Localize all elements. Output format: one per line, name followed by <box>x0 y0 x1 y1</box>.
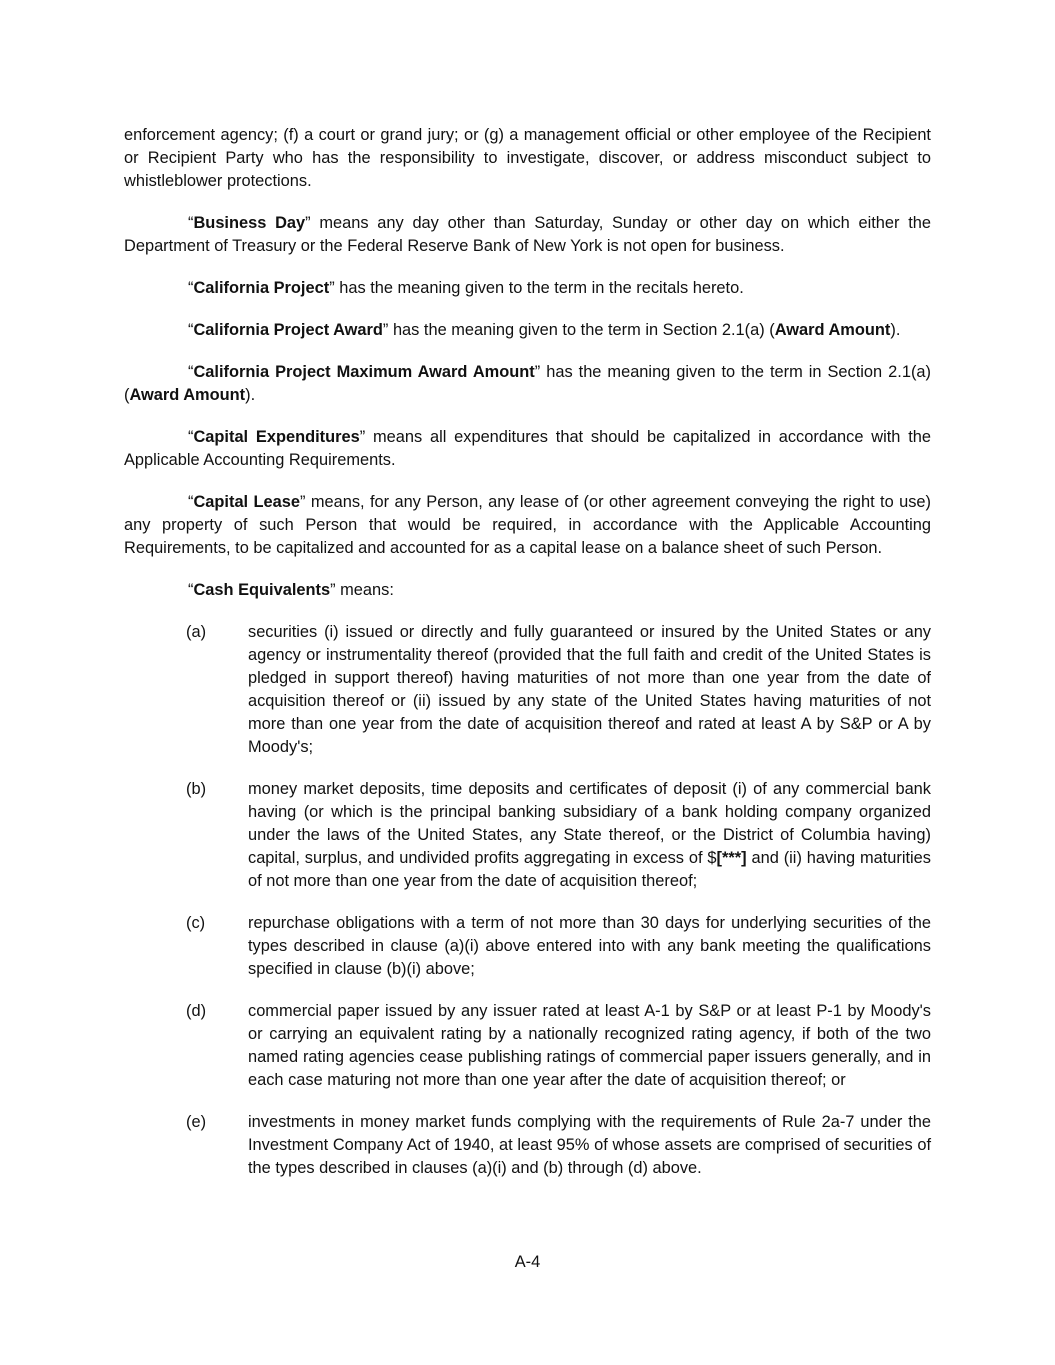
close-quote: ” <box>330 581 336 599</box>
definition-text: means any day other than Saturday, Sunday or other day on which either the Department of Treasury or the Federal Reserve Bank of New York is not open for business. <box>124 214 932 255</box>
section-reference: Award Amount <box>129 386 246 404</box>
list-item-label: (d) <box>186 1002 207 1020</box>
defined-term: Capital Lease <box>193 493 300 511</box>
list-item-label: (b) <box>186 780 207 798</box>
definition-california-project <box>124 277 931 300</box>
defined-term: California Project Award <box>193 321 383 339</box>
list-item-d <box>124 1000 931 1092</box>
list-item-label: (a) <box>186 623 207 641</box>
list-item-e <box>124 1111 931 1180</box>
definition-business-day <box>124 212 931 258</box>
page-footer <box>0 1252 1055 1272</box>
close-quote: ” <box>359 428 366 446</box>
defined-term: Business Day <box>193 214 306 232</box>
defined-term: California Project <box>193 279 330 297</box>
definition-capital-expenditures <box>124 426 931 472</box>
open-quote: “ <box>188 428 194 446</box>
defined-term: Cash Equivalents <box>193 581 331 599</box>
open-quote: “ <box>188 279 194 297</box>
definition-tail: ). <box>245 386 256 404</box>
definition-text: has the meaning given to the term in Section 2.1(a) ( <box>388 321 775 339</box>
definition-text: means all expenditures that should be capitalized in accordance with the Applicable Accounting Requirements. <box>124 428 931 469</box>
list-item-a <box>124 621 931 759</box>
intro-paragraph <box>124 124 931 193</box>
section-reference: Award Amount <box>774 321 891 339</box>
definition-text: means, for any Person, any lease of (or other agreement conveying the right to use) any property of such Person that would be required, in accordance with the Applicable Accounting Requirements, to be capitalized and accounted for as a capital lease on a balance sheet of such Person. <box>124 493 931 557</box>
cash-equivalents-list <box>124 621 931 1180</box>
list-item-text: repurchase obligations with a term of not more than 30 days for underlying securities of the types described in clause (a)(i) above entered into with any bank meeting the qualifications specified in clause (b)(i) above; <box>248 914 931 978</box>
open-quote: “ <box>188 214 194 232</box>
definition-tail: ). <box>890 321 901 339</box>
open-quote: “ <box>188 493 194 511</box>
list-item-b <box>124 778 931 893</box>
definition-california-project-max-award <box>124 361 931 407</box>
definition-text: has the meaning given to the term in the recitals hereto. <box>334 279 744 297</box>
open-quote: “ <box>188 363 194 381</box>
close-quote: ” <box>299 493 306 511</box>
close-quote: ” <box>382 321 389 339</box>
definition-text: has the meaning given to the term in Section 2.1(a) ( <box>124 363 931 404</box>
list-item-text: commercial paper issued by any issuer rated at least A-1 by S&P or at least P-1 by Moody's or carrying an equivalent rating by a nationally recognized rating agency, if both of the two named rating agencies cease publishing ratings of commercial paper issuers generally, and in each case maturing not more than one year after the date of acquisition thereof; or <box>248 1002 931 1089</box>
defined-term: Capital Expenditures <box>193 428 360 446</box>
list-item-text: investments in money market funds complying with the requirements of Rule 2a-7 under the Investment Company Act of 1940, at least 95% of whose assets are comprised of securities of the types described in clauses (a)(i) and (b) through (d) above. <box>248 1113 931 1177</box>
definition-text: means: <box>335 581 394 599</box>
close-quote: ” <box>534 363 541 381</box>
definition-cash-equivalents <box>124 579 931 602</box>
open-quote: “ <box>188 581 194 599</box>
intro-text: enforcement agency; (f) a court or grand jury; or (g) a management official or other employee of the Recipient or Recipient Party who has the responsibility to investigate, discover, or address misconduct subject to whistleblower protections. <box>124 126 931 190</box>
page-body <box>124 124 931 1199</box>
list-item-label: (c) <box>186 914 206 932</box>
close-quote: ” <box>305 214 311 232</box>
list-item-c <box>124 912 931 981</box>
definition-capital-lease <box>124 491 931 560</box>
definition-california-project-award <box>124 319 931 342</box>
list-item-label: (e) <box>186 1113 207 1131</box>
close-quote: ” <box>329 279 335 297</box>
list-item-text: securities (i) issued or directly and fully guaranteed or insured by the United States or any agency or instrumentality thereof (provided that the full faith and credit of the United States is pledged in support thereof) having maturities of not more than one year from the date of acquisition thereof or (ii) issued by any state of the United States having maturities of not more than one year from the date of acquisition thereof and rated at least A by S&P or A by Moody's; <box>248 623 931 756</box>
list-item-text: money market deposits, time deposits and certificates of deposit (i) of any commercial bank having (or which is the principal banking subsidiary of a bank holding company organized under the laws of the United States, any State thereof, or the District of Columbia having) capital, surplus, and undivided profits aggregating in excess of $ <box>248 780 931 867</box>
page-number: A-4 <box>514 1253 541 1271</box>
list-item-tail: and (ii) having maturities of not more than one year from the date of acquisition thereof; <box>248 849 931 890</box>
defined-term: California Project Maximum Award Amount <box>193 363 535 381</box>
redaction-marker: [***] <box>716 849 747 867</box>
open-quote: “ <box>188 321 194 339</box>
